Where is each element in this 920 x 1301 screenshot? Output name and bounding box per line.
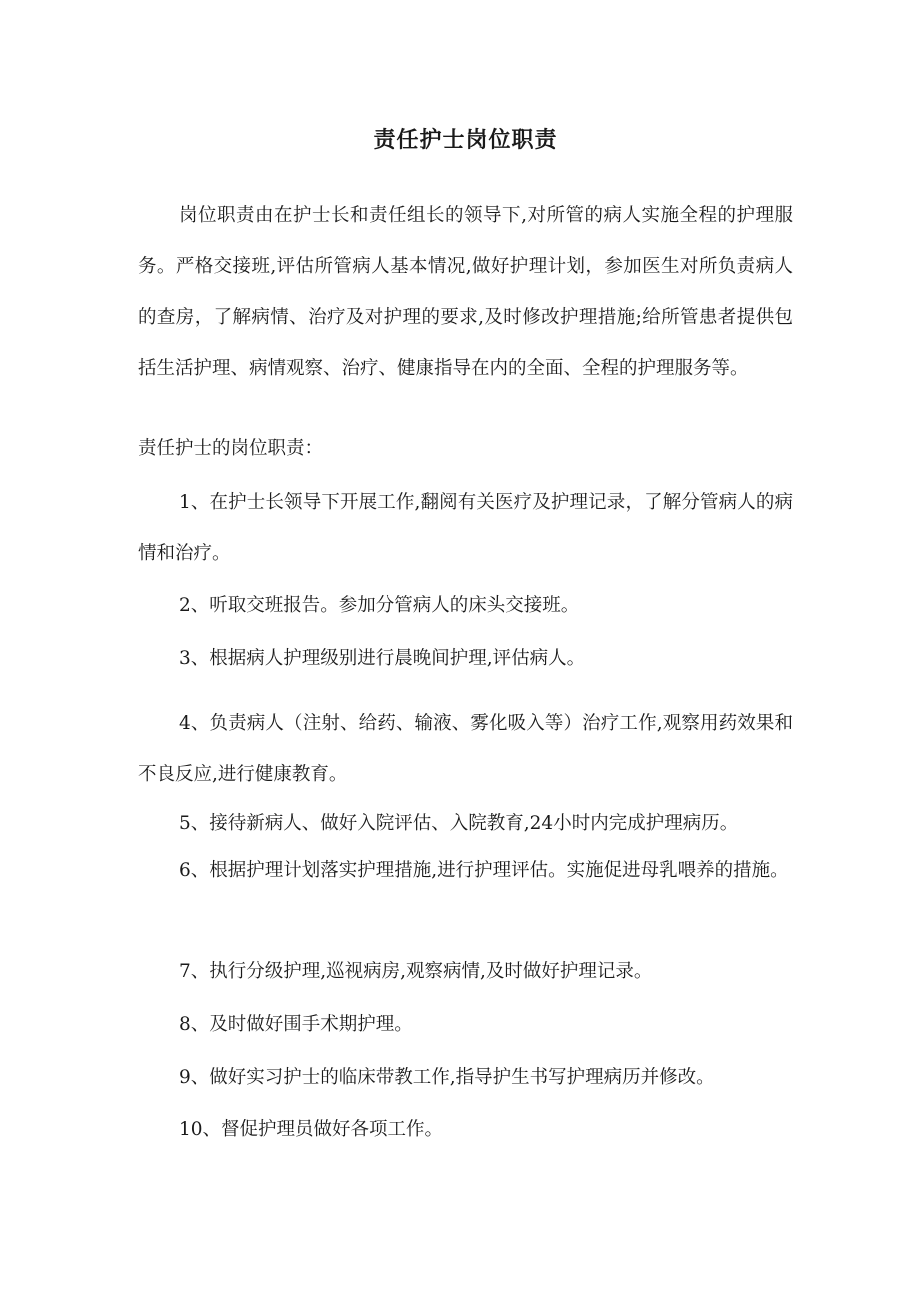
duty-item-2: 2、听取交班报告。参加分管病人的床头交接班。 (179, 595, 580, 616)
duty-item-1: 1、在护士长领导下开展工作,翻阅有关医疗及护理记录，了解分管病人的病情和治疗。 (138, 492, 793, 564)
intro-paragraph: 岗位职责由在护士长和责任组长的领导下,对所管的病人实施全程的护理服务。严格交接班,评估所管病人基本情况,做好护理计划，参加医生对所负责病人的查房，了解病情、治疗及对护理的要求,及时修改护理措施;给所管患者提供包括生活护理、病情观察、治疗、健康指导在内的全面、全程的护理服务等。 (138, 205, 793, 379)
duty-item-10: 10、督促护理员做好各项工作。 (179, 1119, 444, 1140)
section-subheading: 责任护士的岗位职责： (138, 438, 324, 459)
duty-item-6: 6、根据护理计划落实护理措施,进行护理评估。实施促进母乳喂养的措施。 (179, 860, 789, 881)
duty-item-8: 8、及时做好围手术期护理。 (179, 1014, 413, 1035)
duty-item-7: 7、执行分级护理,巡视病房,观察病情,及时做好护理记录。 (179, 961, 653, 982)
document-title: 责任护士岗位职责 (373, 128, 558, 153)
duty-item-4: 4、负责病人（注射、给药、输液、雾化吸入等）治疗工作,观察用药效果和不良反应,进行健康教育。 (138, 713, 793, 785)
duty-item-5: 5、接待新病人、做好入院评估、入院教育,24小时内完成护理病历。 (179, 813, 739, 834)
duty-item-9: 9、做好实习护士的临床带教工作,指导护生书写护理病历并修改。 (179, 1067, 715, 1088)
duty-item-3: 3、根据病人护理级别进行晨晚间护理,评估病人。 (179, 648, 586, 669)
